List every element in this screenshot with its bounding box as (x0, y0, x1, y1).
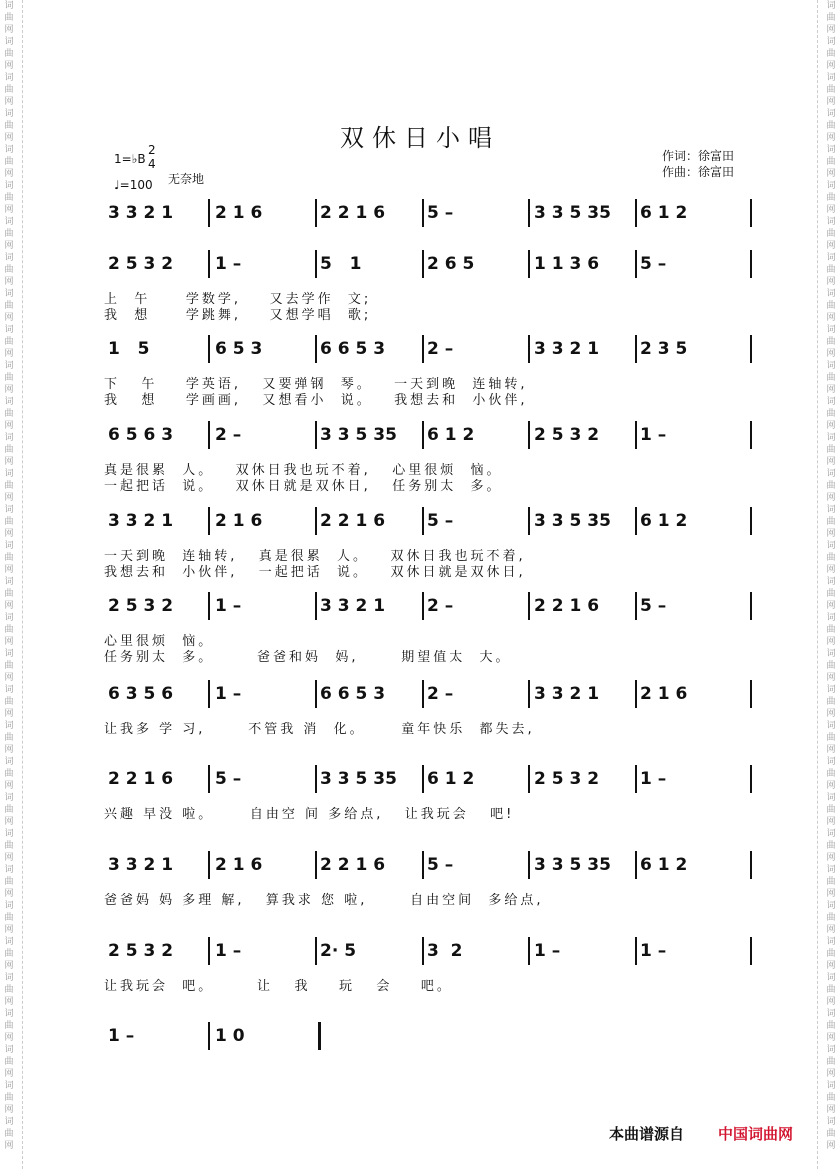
bar-line (528, 250, 530, 278)
meter-top: 2 (148, 143, 156, 157)
bar-line (315, 851, 317, 879)
bar-line (528, 851, 530, 879)
note-group: 2 1 6 (215, 511, 263, 531)
lyric-line-1: 一天到晚 连轴转, 真是很累 人。 双休日我也玩不着, (104, 549, 526, 564)
bar-line (208, 937, 210, 965)
note-group: 2 – (427, 684, 454, 704)
source-label: 本曲谱源自 (609, 1125, 685, 1143)
bar-line (208, 592, 210, 620)
source-site-link[interactable]: 中国词曲网 (718, 1125, 794, 1143)
bar-line (528, 680, 530, 708)
lyric-line-1: 心里很烦 恼。 (104, 634, 215, 649)
end-bar-line (750, 592, 752, 620)
watermark-left: 词曲网词曲网词曲网词曲网词曲网词曲网词曲网词曲网词曲网词曲网词曲网词曲网词曲网词曲网词曲网词曲网词曲网词曲网词曲网词曲网词曲网词曲网词曲网词曲网词曲网词曲网词曲网词曲网词曲网词曲网词曲网词曲网 (4, 1, 14, 1151)
note-group: 3 3 5 35 (320, 425, 397, 445)
end-bar-line (750, 335, 752, 363)
bar-line (422, 507, 424, 535)
note-group: 1 – (215, 254, 242, 274)
score-row (100, 684, 760, 764)
note-group: 5 – (427, 855, 454, 875)
end-bar-line (750, 250, 752, 278)
note-group: 2 – (215, 425, 242, 445)
key-signature: 1=♭B (114, 152, 146, 166)
bar-line (528, 335, 530, 363)
note-group: 6 5 6 3 (108, 425, 174, 445)
score-row (100, 1026, 760, 1106)
note-group: 3 3 5 35 (534, 511, 611, 531)
bar-line (208, 680, 210, 708)
bar-line (208, 851, 210, 879)
lyric-line-1: 让我玩会 吧。 让 我 玩 会 吧。 (104, 979, 453, 994)
right-margin-line (817, 0, 818, 1169)
bar-line (315, 250, 317, 278)
note-group: 6 6 5 3 (320, 339, 386, 359)
note-group: 3 3 5 35 (320, 769, 397, 789)
note-group: 3 3 2 1 (534, 339, 600, 359)
bar-line (208, 765, 210, 793)
meter-bottom: 4 (148, 157, 156, 171)
score-row (100, 769, 760, 849)
note-group: 1 – (215, 596, 242, 616)
note-group: 2 2 1 6 (320, 511, 386, 531)
end-bar-line (750, 199, 752, 227)
bar-line (315, 199, 317, 227)
bar-line (635, 937, 637, 965)
note-group: 1 – (534, 941, 561, 961)
bar-line (635, 680, 637, 708)
note-group: 6 1 2 (640, 511, 688, 531)
note-group: 2 6 5 (427, 254, 475, 274)
note-group: 2 5 3 2 (534, 769, 600, 789)
bar-line (208, 199, 210, 227)
note-group: 2 5 3 2 (108, 596, 174, 616)
song-title: 双休日小唱 (340, 124, 500, 152)
bar-line (315, 937, 317, 965)
bar-line (315, 680, 317, 708)
note-group: 2 2 1 6 (108, 769, 174, 789)
bar-line (528, 765, 530, 793)
bar-line (635, 592, 637, 620)
note-group: 2 2 1 6 (534, 596, 600, 616)
note-group: 1 – (108, 1026, 135, 1046)
bar-line (315, 335, 317, 363)
bar-line (422, 250, 424, 278)
score-row (100, 254, 760, 334)
bar-line (208, 421, 210, 449)
bar-line (208, 250, 210, 278)
bar-line (422, 765, 424, 793)
bar-line (635, 250, 637, 278)
bar-line (422, 851, 424, 879)
note-group: 3 3 5 35 (534, 203, 611, 223)
time-signature (148, 143, 156, 171)
note-group: 2 5 3 2 (108, 941, 174, 961)
note-group: 2 – (427, 339, 454, 359)
bar-line (635, 851, 637, 879)
bar-line (208, 507, 210, 535)
watermark-right: 词曲网词曲网词曲网词曲网词曲网词曲网词曲网词曲网词曲网词曲网词曲网词曲网词曲网词曲网词曲网词曲网词曲网词曲网词曲网词曲网词曲网词曲网词曲网词曲网词曲网词曲网词曲网词曲网词曲网词曲网词曲网词曲网 (826, 1, 836, 1151)
bar-line (315, 421, 317, 449)
note-group: 2 1 6 (215, 855, 263, 875)
bar-line (528, 507, 530, 535)
bar-line (422, 199, 424, 227)
note-group: 5 – (427, 511, 454, 531)
lyric-line-1: 下 午 学英语, 又要弹钢 琴。 一天到晚 连轴转, (104, 377, 528, 392)
bar-line (635, 765, 637, 793)
note-group: 2 5 3 2 (534, 425, 600, 445)
note-group: 1 – (215, 684, 242, 704)
bar-line (528, 421, 530, 449)
note-group: 6 1 2 (427, 425, 475, 445)
note-group: 6 6 5 3 (320, 684, 386, 704)
note-group: 1 – (640, 769, 667, 789)
bar-line (422, 937, 424, 965)
end-bar-line (750, 851, 752, 879)
bar-line (422, 421, 424, 449)
note-group: 1 – (215, 941, 242, 961)
note-group: 5 – (640, 254, 667, 274)
composer: 作曲：徐富田 (662, 165, 735, 179)
lyric-line-2: 一起把话 说。 双休日就是双休日, 任务别太 多。 (104, 479, 503, 494)
credits (662, 148, 734, 180)
bar-line (635, 507, 637, 535)
tempo-mark: ♩=100 (114, 178, 153, 192)
bar-line (315, 765, 317, 793)
lyric-line-1: 真是很累 人。 双休日我也玩不着, 心里很烦 恼。 (104, 463, 503, 478)
bar-line (635, 335, 637, 363)
bar-line (635, 421, 637, 449)
note-group: 3 3 2 1 (108, 855, 174, 875)
bar-line (528, 937, 530, 965)
note-group: 6 3 5 6 (108, 684, 174, 704)
note-group: 3 3 2 1 (108, 203, 174, 223)
note-group: 6 1 2 (640, 855, 688, 875)
lyric-line-2: 我 想 学跳舞, 又想学唱 歌; (104, 308, 372, 323)
score-row (100, 339, 760, 419)
note-group: 5 – (640, 596, 667, 616)
score-row (100, 511, 760, 591)
bar-line (635, 199, 637, 227)
lyric-line-2: 我 想 学画画, 又想看小 说。 我想去和 小伙伴, (104, 393, 528, 408)
note-group: 2 1 6 (215, 203, 263, 223)
note-group: 5 1 (320, 254, 362, 274)
note-group: 2 3 5 (640, 339, 688, 359)
bar-line (315, 592, 317, 620)
bar-line (422, 335, 424, 363)
lyric-line-1: 兴趣 早没 啦。 自由空 间 多给点, 让我玩会 吧! (104, 807, 515, 822)
lyric-line-1: 上 午 学数学, 又去学作 文; (104, 292, 372, 307)
note-group: 1 5 (108, 339, 150, 359)
note-group: 2 1 6 (640, 684, 688, 704)
end-bar-line (750, 765, 752, 793)
lyric-line-1: 爸爸妈 妈 多理 解, 算我求 您 啦, 自由空间 多给点, (104, 893, 544, 908)
end-bar-line (318, 1022, 321, 1050)
note-group: 6 1 2 (640, 203, 688, 223)
score-row (100, 425, 760, 505)
note-group: 5 – (215, 769, 242, 789)
note-group: 2· 5 (320, 941, 357, 961)
note-group: 6 5 3 (215, 339, 263, 359)
note-group: 2 2 1 6 (320, 203, 386, 223)
lyric-line-2: 任务别太 多。 爸爸和妈 妈, 期望值太 大。 (104, 650, 512, 665)
left-margin-line (22, 0, 23, 1169)
note-group: 2 5 3 2 (108, 254, 174, 274)
note-group: 1 1 3 6 (534, 254, 600, 274)
note-group: 3 3 2 1 (534, 684, 600, 704)
note-group: 3 3 5 35 (534, 855, 611, 875)
note-group: 2 2 1 6 (320, 855, 386, 875)
note-group: 2 – (427, 596, 454, 616)
lyric-line-2: 我想去和 小伙伴, 一起把话 说。 双休日就是双休日, (104, 565, 526, 580)
note-group: 5 – (427, 203, 454, 223)
note-group: 3 2 (427, 941, 463, 961)
note-group: 3 3 2 1 (320, 596, 386, 616)
lyricist: 作词：徐富田 (662, 149, 735, 163)
note-group: 3 3 2 1 (108, 511, 174, 531)
end-bar-line (750, 680, 752, 708)
bar-line (528, 592, 530, 620)
bar-line (422, 592, 424, 620)
end-bar-line (750, 507, 752, 535)
bar-line (208, 1022, 210, 1050)
bar-line (422, 680, 424, 708)
bar-line (528, 199, 530, 227)
score-row (100, 941, 760, 1021)
note-group: 1 – (640, 425, 667, 445)
note-group: 1 – (640, 941, 667, 961)
expression-mark: 无奈地 (168, 172, 205, 186)
end-bar-line (750, 421, 752, 449)
end-bar-line (750, 937, 752, 965)
bar-line (315, 507, 317, 535)
lyric-line-1: 让我多 学 习, 不管我 消 化。 童年快乐 都失去, (104, 722, 535, 737)
note-group: 1 0 (215, 1026, 245, 1046)
bar-line (208, 335, 210, 363)
score-row (100, 855, 760, 935)
score-row (100, 596, 760, 676)
note-group: 6 1 2 (427, 769, 475, 789)
